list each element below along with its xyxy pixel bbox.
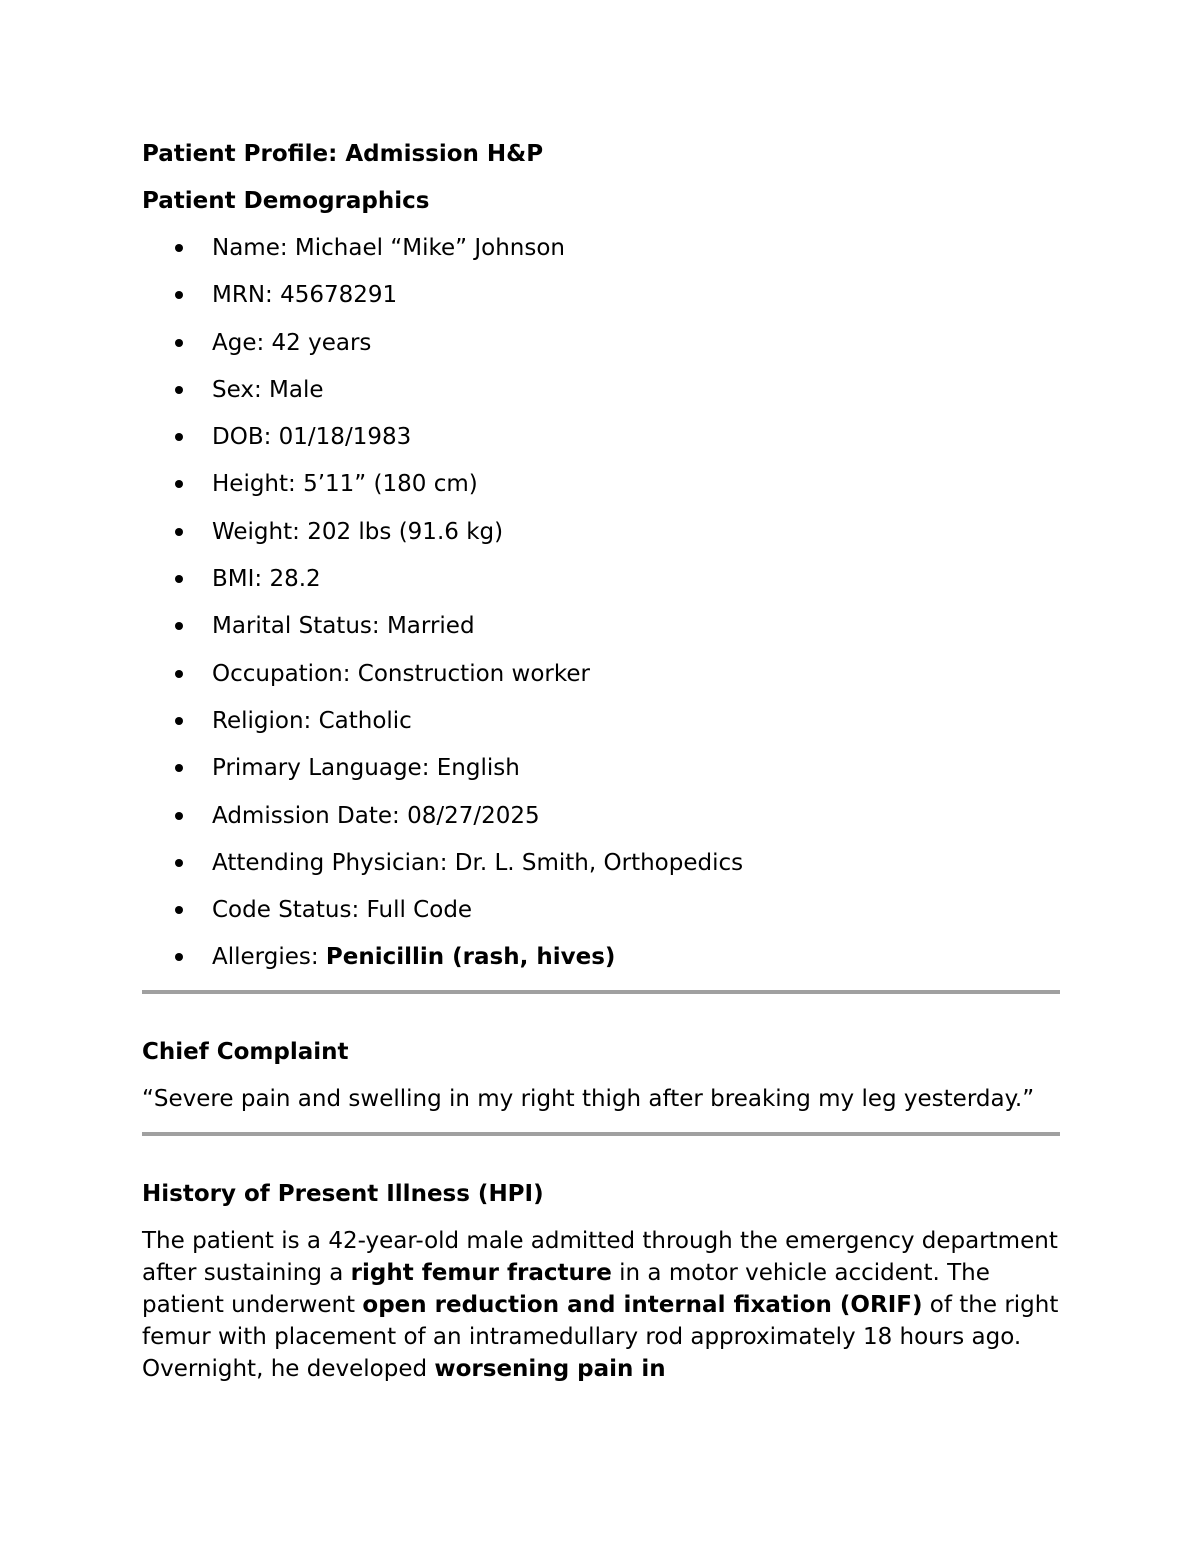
- chief-complaint-text: “Severe pain and swelling in my right thigh after breaking my leg yesterday.”: [142, 1086, 1035, 1113]
- demographic-admission-date: [142, 800, 1060, 832]
- demographic-weight: [142, 516, 1060, 548]
- document-title: Patient Profile: Admission H&P: [142, 141, 544, 167]
- demographic-value: Male: [269, 376, 324, 403]
- bullet-icon: [175, 480, 183, 488]
- bullet-icon: [175, 575, 183, 583]
- allergies-value: Penicillin (rash, hives): [325, 944, 616, 971]
- demographic-label: Age:: [212, 329, 272, 356]
- bullet-icon: [175, 859, 183, 867]
- demographic-primary-language: [142, 752, 1060, 784]
- bullet-icon: [175, 764, 183, 772]
- demographic-label: DOB:: [212, 424, 279, 451]
- demographic-age: [142, 327, 1060, 359]
- demographic-bmi: [142, 563, 1060, 595]
- demographic-label: Name:: [212, 235, 295, 261]
- hpi-text-segment: of the right femur with placement of an intramedullary rod approximately 18 hours ago. Overnight, he developed: [142, 1292, 1059, 1383]
- demographic-label: Primary Language:: [212, 755, 437, 782]
- demographic-label: Weight:: [212, 518, 308, 545]
- demographic-mrn: [142, 279, 1060, 311]
- bullet-icon: [175, 670, 183, 678]
- demographic-value: English: [436, 755, 520, 782]
- chief-complaint-heading: Chief Complaint: [142, 1039, 349, 1066]
- demographic-value: Michael “Mike” Johnson: [294, 235, 565, 261]
- hpi-bold-segment: right femur fracture: [350, 1260, 612, 1287]
- demographic-value: 01/18/1983: [278, 424, 412, 451]
- demographic-height: [142, 468, 1060, 500]
- demographic-value: Dr. L. Smith, Orthopedics: [454, 849, 744, 876]
- demographic-value: 08/27/2025: [407, 802, 540, 829]
- bullet-icon: [175, 386, 183, 394]
- demographic-value: 202 lbs (91.6 kg): [307, 518, 504, 545]
- demographic-code-status: [142, 894, 1060, 926]
- demographic-marital-status: [142, 610, 1060, 642]
- demographic-value: 42 years: [271, 329, 372, 356]
- demographic-label: Code Status:: [212, 897, 367, 924]
- demographic-label: BMI:: [212, 566, 270, 593]
- demographic-label: Height:: [212, 471, 304, 498]
- demographic-allergies: [142, 941, 1060, 973]
- demographic-sex: [142, 374, 1060, 406]
- hpi-text-segment: The patient is a 42-year-old male admitted through the emergency department after sustaining a: [142, 1228, 1058, 1287]
- bullet-icon: [175, 244, 183, 252]
- bullet-icon: [175, 812, 183, 820]
- demographic-value: Married: [386, 613, 475, 640]
- bullet-icon: [175, 339, 183, 347]
- demographic-label: Occupation:: [212, 660, 358, 687]
- demographic-value: 5’11” (180 cm): [303, 471, 478, 498]
- demographic-value: Catholic: [318, 707, 412, 734]
- demographic-label: Marital Status:: [212, 613, 387, 640]
- demographic-value: 45678291: [280, 282, 398, 309]
- bullet-icon: [175, 717, 183, 725]
- section-divider: [142, 1132, 1060, 1136]
- demographic-name: [142, 232, 1060, 264]
- hpi-bold-segment: open reduction and internal fixation (ORIF): [362, 1292, 923, 1319]
- bullet-icon: [175, 906, 183, 914]
- demographic-dob: [142, 421, 1060, 453]
- demographic-value: Full Code: [366, 897, 473, 924]
- demographic-attending-physician: [142, 847, 1060, 879]
- demographic-label: Sex:: [212, 376, 270, 403]
- demographics-heading: Patient Demographics: [142, 188, 430, 214]
- bullet-icon: [175, 953, 183, 961]
- hpi-text-segment: in a motor vehicle accident. The patient underwent: [142, 1260, 990, 1319]
- demographic-occupation: [142, 658, 1060, 690]
- document-page: [142, 138, 1060, 1385]
- demographics-list: [142, 232, 1060, 973]
- section-divider: [142, 990, 1060, 994]
- demographic-label: Admission Date:: [212, 802, 408, 829]
- demographic-label: Allergies:: [212, 944, 326, 971]
- bullet-icon: [175, 433, 183, 441]
- bullet-icon: [175, 528, 183, 536]
- bullet-icon: [175, 622, 183, 630]
- demographic-label: Religion:: [212, 707, 319, 734]
- demographic-label: MRN:: [212, 282, 281, 309]
- demographic-label: Attending Physician:: [212, 849, 455, 876]
- bullet-icon: [175, 291, 183, 299]
- hpi-heading: History of Present Illness (HPI): [142, 1181, 544, 1208]
- hpi-paragraph: [142, 1225, 1060, 1385]
- hpi-bold-segment: worsening pain in: [434, 1356, 666, 1383]
- demographic-religion: [142, 705, 1060, 737]
- demographic-value: Construction worker: [357, 660, 590, 687]
- demographic-value: 28.2: [269, 566, 321, 593]
